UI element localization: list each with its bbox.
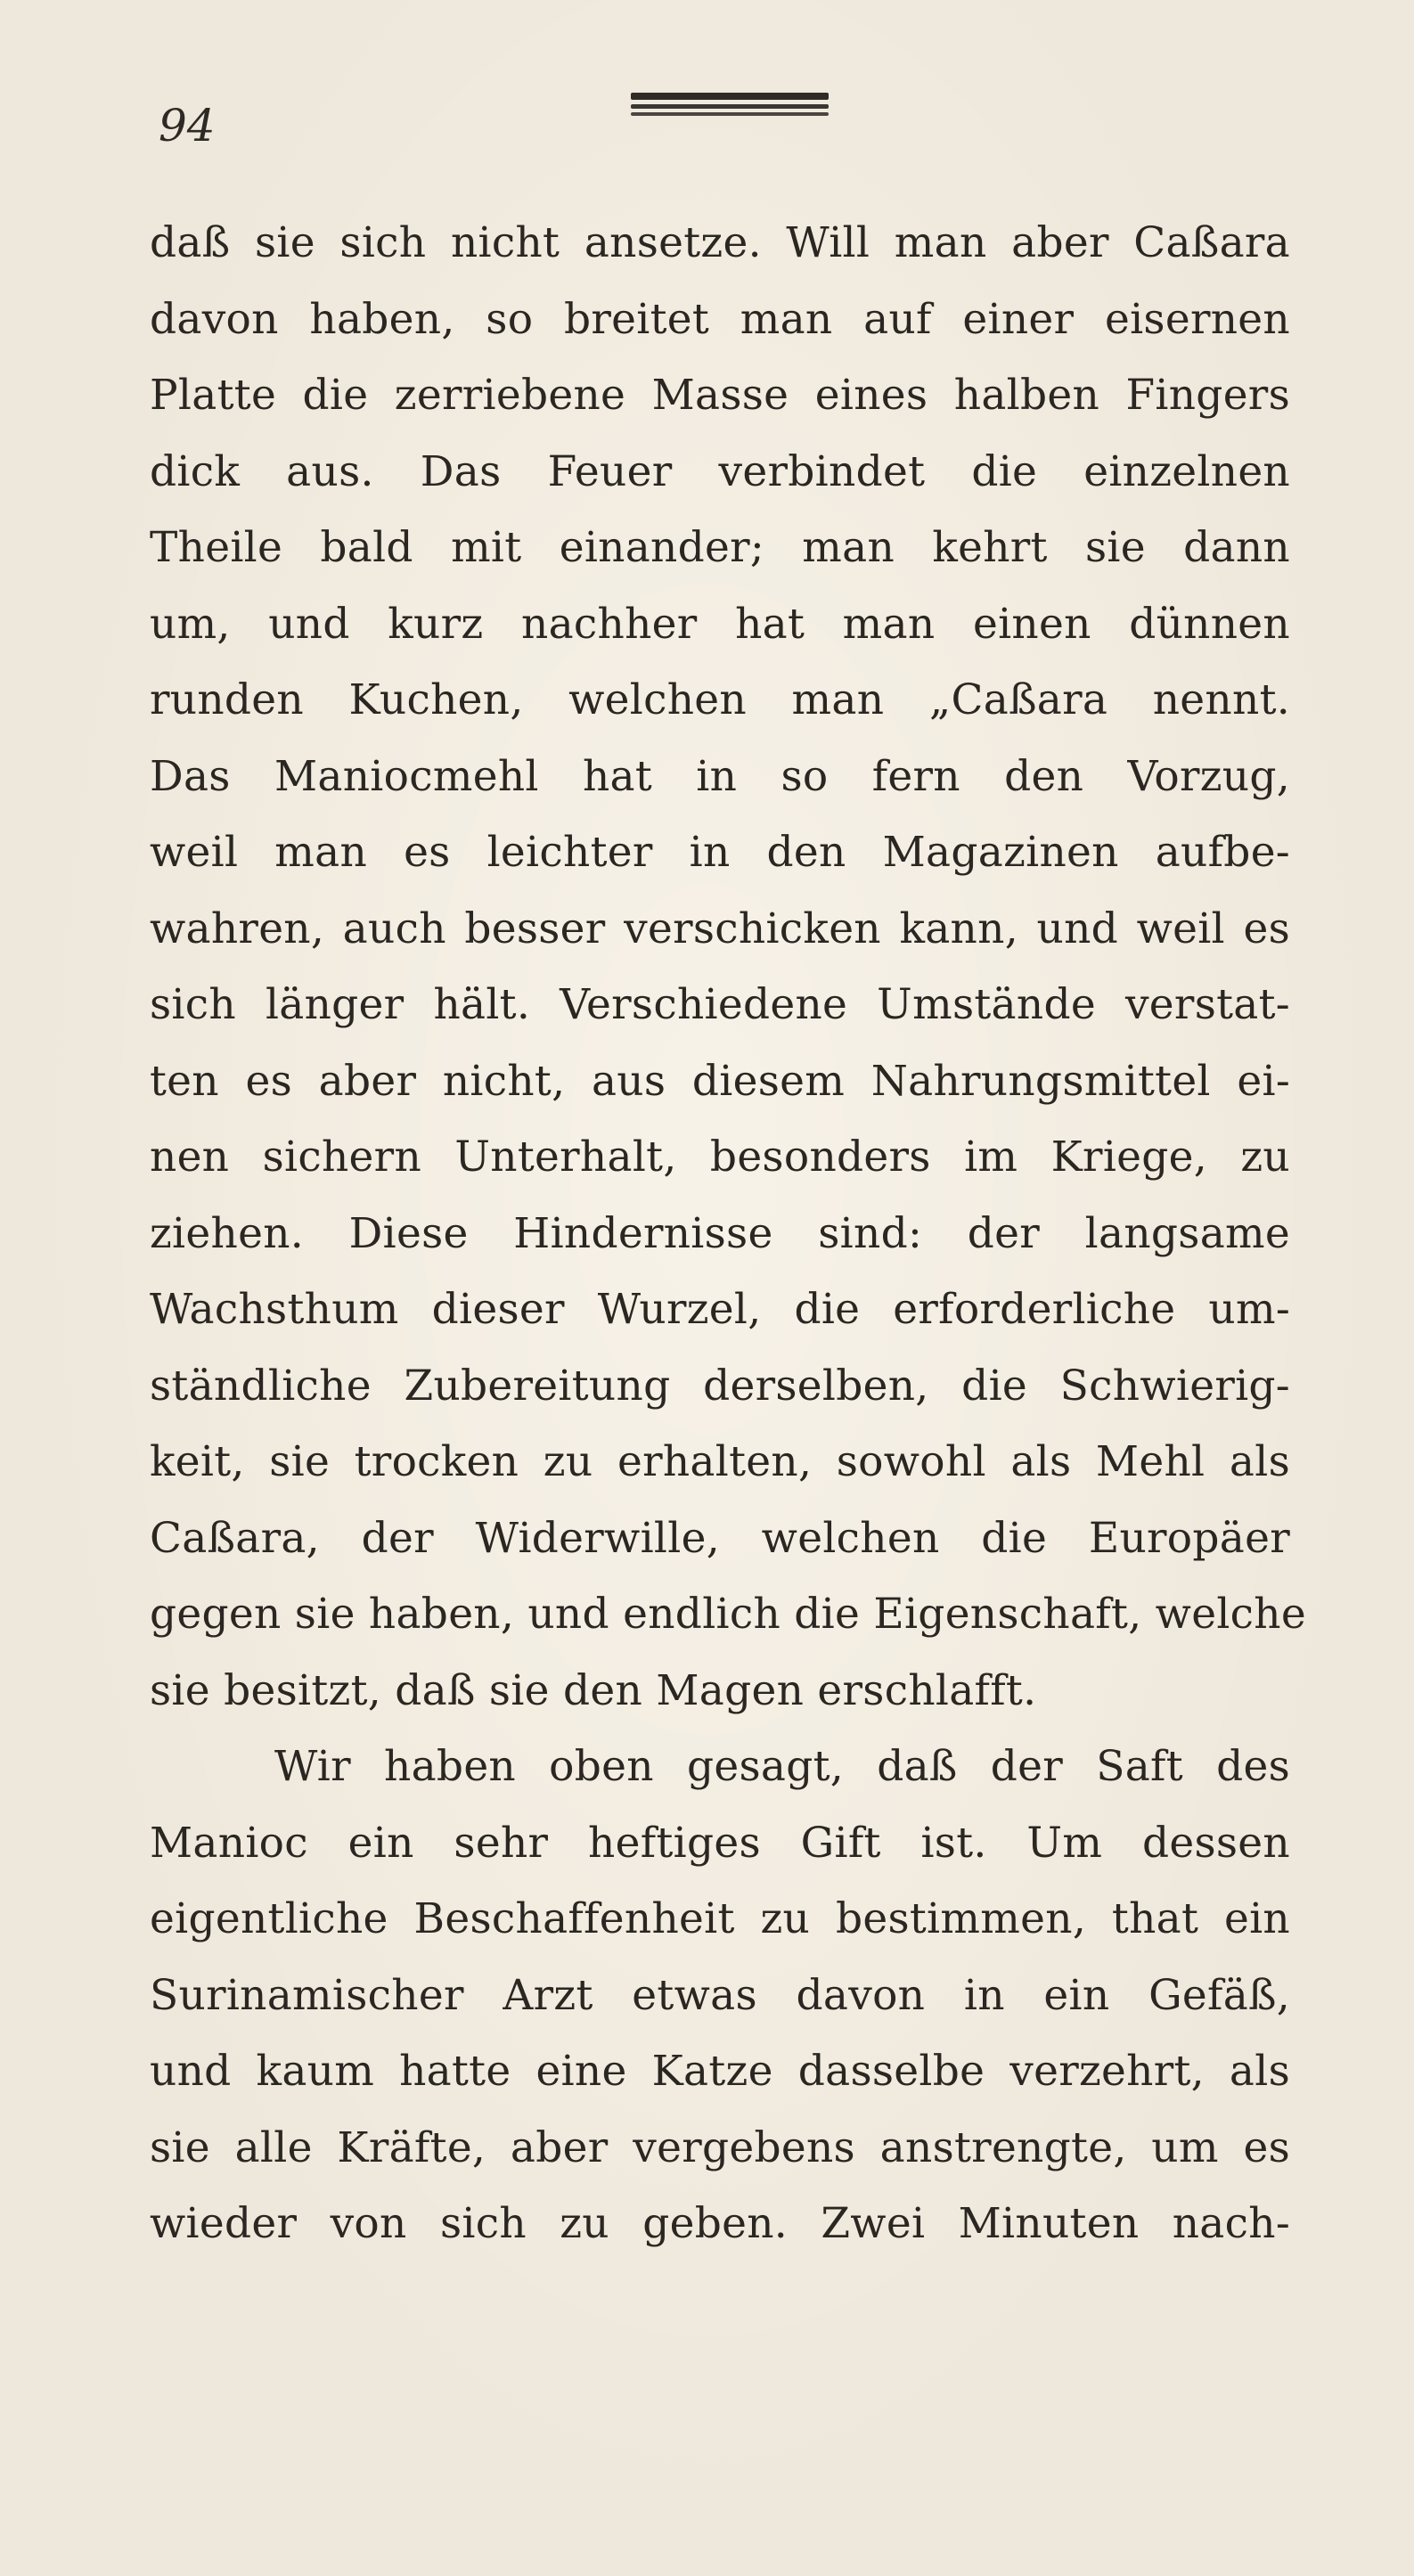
header-rule-ornament <box>631 93 829 119</box>
text-line: wieder von sich zu geben. Zwei Minuten nach- <box>150 2199 1290 2248</box>
text-line: weil man es leichter in den Magazinen aufbe- <box>150 828 1290 877</box>
rule-bar <box>631 93 829 100</box>
text-line: Wachsthum dieser Wurzel, die erforderliche um- <box>150 1285 1290 1334</box>
text-line: sie alle Kräfte, aber vergebens anstrengte, um es <box>150 2122 1290 2172</box>
rule-bar <box>631 104 829 109</box>
text-line: Theile bald mit einander; man kehrt sie dann <box>150 523 1290 572</box>
text-line: daß sie sich nicht ansetze. Will man aber Caßara <box>150 218 1290 267</box>
text-line: Das Maniocmehl hat in so fern den Vorzug, <box>150 751 1290 801</box>
text-line: nen sichern Unterhalt, besonders im Kriege, zu <box>150 1133 1290 1182</box>
text-line: sie besitzt, daß sie den Magen erschlafft. <box>150 1665 1037 1715</box>
text-line: Caßara, der Widerwille, welchen die Europäer <box>150 1513 1290 1563</box>
body-text <box>150 205 1306 2262</box>
text-line: wahren, auch besser verschicken kann, und weil es <box>150 904 1290 953</box>
text-line: sich länger hält. Verschiedene Umstände verstat- <box>150 980 1290 1029</box>
text-line: Wir haben oben gesagt, daß der Saft des <box>274 1742 1290 1791</box>
text-line: um, und kurz nachher hat man einen dünnen <box>150 599 1290 649</box>
rule-bar <box>631 112 829 116</box>
text-line: ziehen. Diese Hindernisse sind: der langsame <box>150 1208 1290 1258</box>
text-line: ten es aber nicht, aus diesem Nahrungsmittel ei- <box>150 1056 1290 1106</box>
text-line: keit, sie trocken zu erhalten, sowohl als Mehl als <box>150 1437 1290 1486</box>
text-line: davon haben, so breitet man auf einer eisernen <box>150 294 1290 344</box>
text-line: runden Kuchen, welchen man „Caßara nennt. <box>150 675 1290 724</box>
text-line: gegen sie haben, und endlich die Eigenschaft, welche <box>150 1590 1306 1639</box>
text-line: Manioc ein sehr heftiges Gift ist. Um dessen <box>150 1818 1290 1868</box>
text-line: eigentliche Beschaffenheit zu bestimmen, that ein <box>150 1894 1290 1943</box>
page-number: 94 <box>159 100 216 151</box>
text-line: dick aus. Das Feuer verbindet die einzelnen <box>150 446 1290 496</box>
text-line: ständliche Zubereitung derselben, die Schwierig- <box>150 1361 1290 1411</box>
text-line: und kaum hatte eine Katze dasselbe verzehrt, als <box>150 2047 1290 2096</box>
text-line: Surinamischer Arzt etwas davon in ein Gefäß, <box>150 1970 1290 2020</box>
text-line: Platte die zerriebene Masse eines halben Fingers <box>150 371 1290 420</box>
